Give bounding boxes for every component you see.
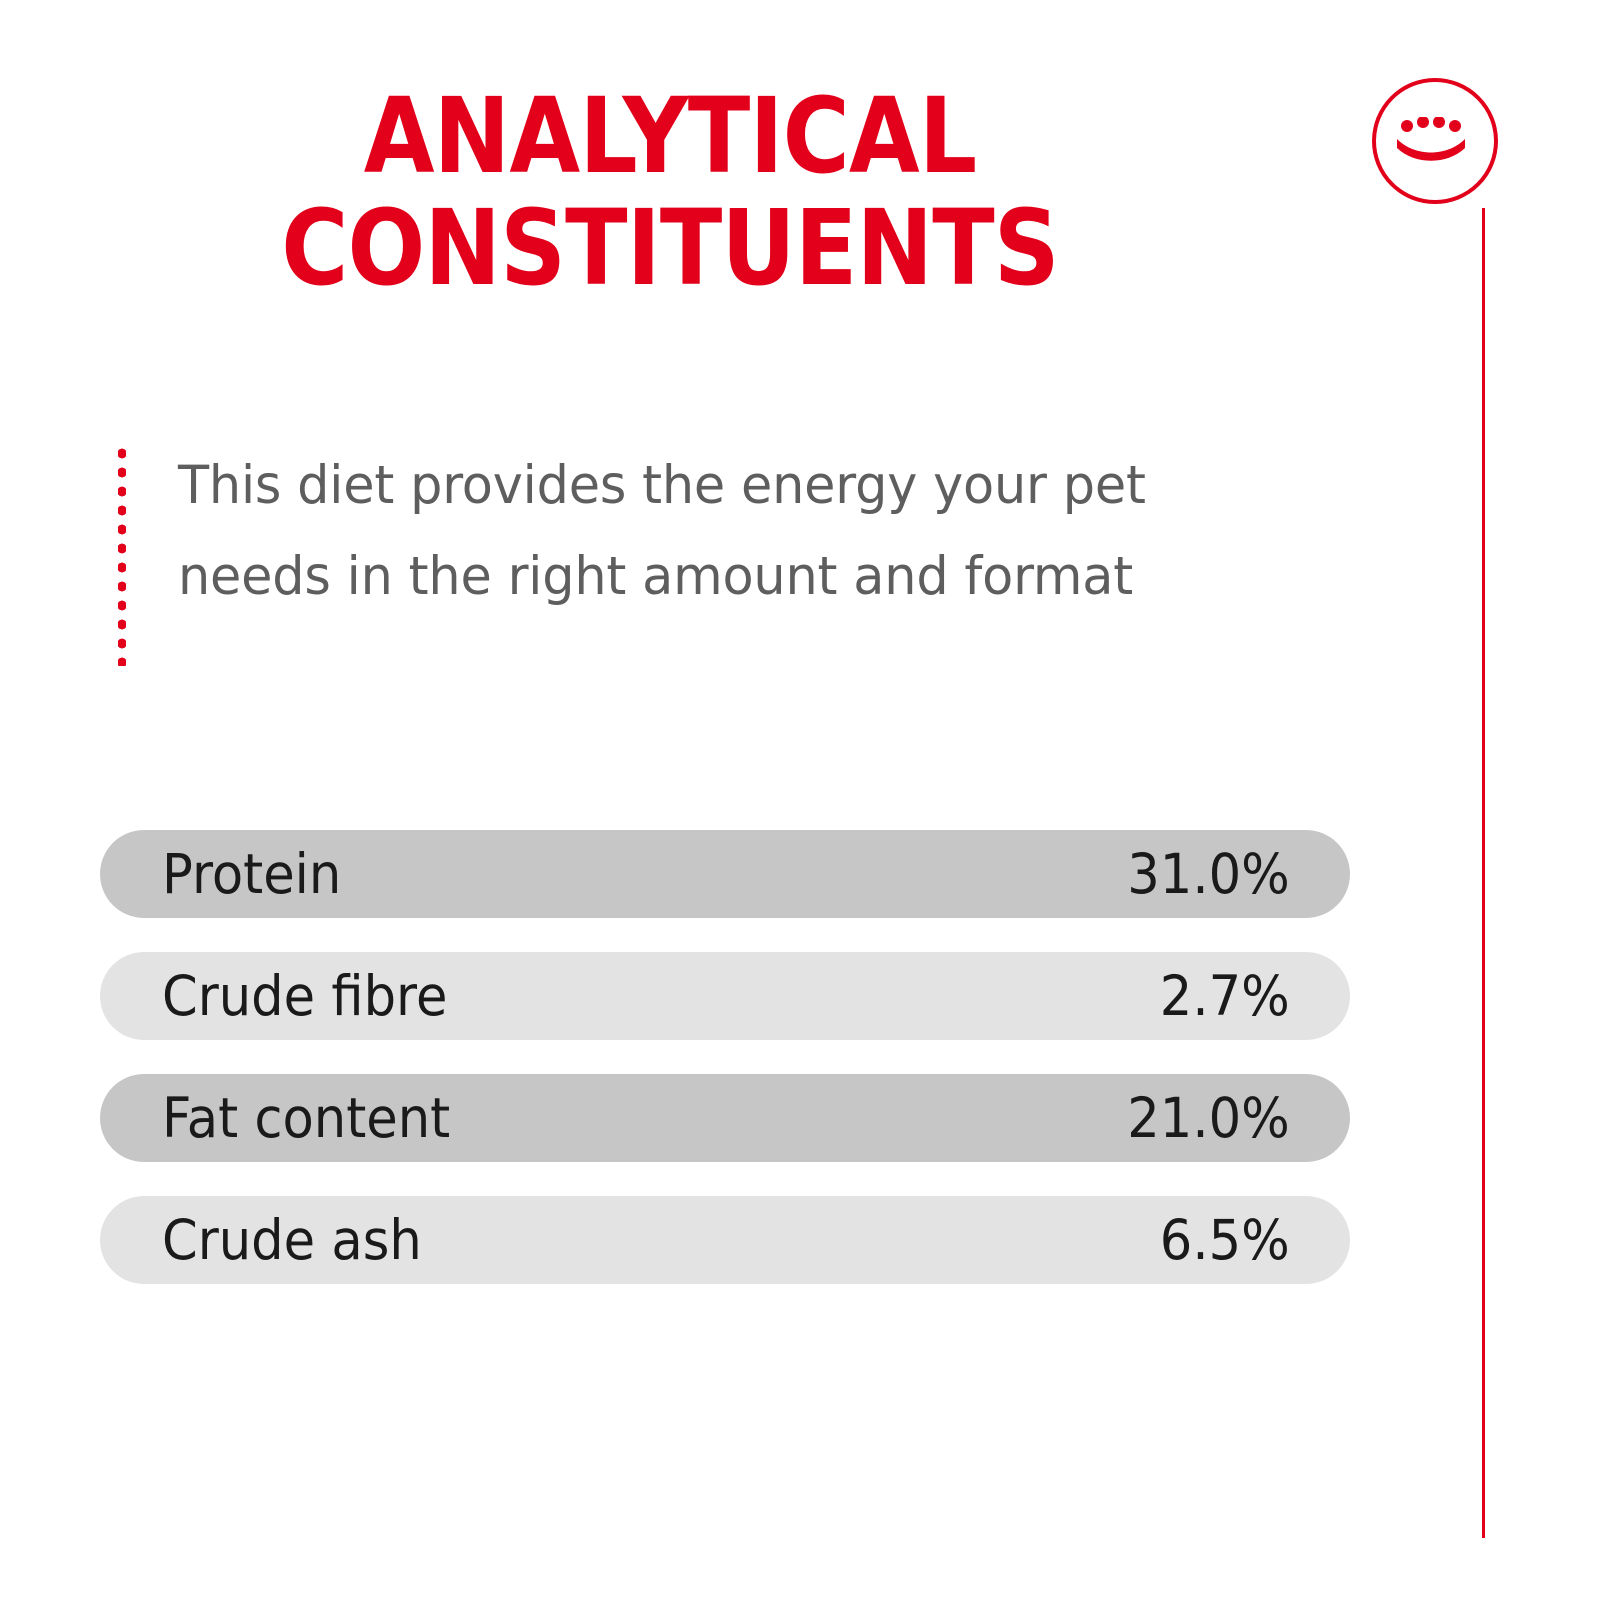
constituent-label: Fat content xyxy=(162,1085,451,1150)
list-item xyxy=(100,1074,1350,1162)
dotted-rule-decoration xyxy=(118,444,126,666)
intro-text: This diet provides the energy your pet needs in the right amount and format xyxy=(178,455,1146,608)
constituent-value: 6.5% xyxy=(1160,1207,1290,1272)
page-title-line-1: ANALYTICAL xyxy=(363,75,977,197)
list-item xyxy=(100,1196,1350,1284)
constituent-value: 21.0% xyxy=(1127,1085,1290,1150)
logo-vertical-line xyxy=(1482,208,1485,1538)
constituent-label: Crude ash xyxy=(162,1207,422,1272)
constituent-value: 2.7% xyxy=(1160,963,1290,1028)
page-title xyxy=(0,75,1340,310)
royal-canin-crown-icon xyxy=(1395,117,1475,165)
list-item xyxy=(100,830,1350,918)
constituent-label: Crude fibre xyxy=(162,963,448,1028)
list-item xyxy=(100,952,1350,1040)
page-title-line-2: CONSTITUENTS xyxy=(281,187,1059,310)
constituent-value: 31.0% xyxy=(1127,841,1290,906)
logo-circle xyxy=(1372,78,1498,204)
constituents-list xyxy=(100,830,1350,1318)
brand-logo xyxy=(1372,78,1502,208)
intro-block xyxy=(118,440,1318,666)
constituent-label: Protein xyxy=(162,841,342,906)
